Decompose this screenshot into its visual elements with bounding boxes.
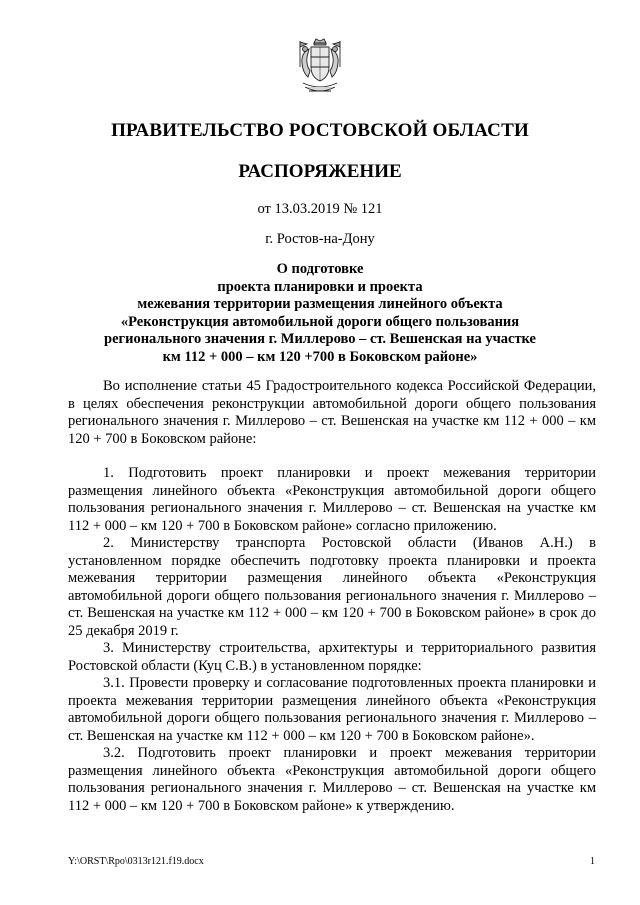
subject-line: км 112 + 000 – км 120 +700 в Боковском районе» [162, 348, 478, 365]
item-paragraph-2: 2. Министерству транспорта Ростовской области (Иванов А.Н.) в установленном порядке обеспечить подготовку проекта планировки и проекта межевания территории размещения линейного объекта «Реконструкция автомобильной дороги общего пользования регионального значения г. Миллерово – ст. Вешенская на участке км 112 + 000 – км 120 + 700 в Боковском районе» в срок до 25 декабря 2019 г. [68, 535, 596, 639]
item-paragraph-3-1: 3.1. Провести проверку и согласование подготовленных проекта планировки и проекта межевания территории размещения линейного объекта «Реконструкция автомобильной дороги общего пользования регионального значения г. Миллерово – ст. Вешенская на участке км 112 + 000 – км 120 + 700 в Боковском районе». [68, 675, 596, 744]
preamble-paragraph: Во исполнение статьи 45 Градостроительного кодекса Российской Федерации, в целях обеспечения реконструкции автомобильной дороги общего пользования регионального значения г. Миллерово – ст. Вешенская на участке км 112 + 000 – км 120 + 700 в Боковском районе: [68, 378, 596, 447]
subject-line: «Реконструкция автомобильной дороги общего пользования [120, 313, 520, 330]
document-body [68, 378, 596, 815]
subject-line: проекта планировки и проекта [217, 278, 423, 295]
rostov-region-coat-of-arms-icon [295, 37, 345, 99]
date-and-number: от 13.03.2019 № 121 [257, 201, 383, 217]
subject-line: регионального значения г. Миллерово – ст. Вешенская на участке [104, 331, 536, 348]
item-paragraph-3: 3. Министерству строительства, архитектуры и территориального развития Ростовской области (Куц С.В.) в установленном порядке: [68, 640, 596, 674]
footer-page-number: 1 [590, 856, 595, 867]
subject-line: межевания территории размещения линейного объекта [137, 296, 503, 313]
item-paragraph-1: 1. Подготовить проект планировки и проект межевания территории размещения линейного объекта «Реконструкция автомобильной дороги общего пользования регионального значения г. Миллерово – ст. Вешенская на участке км 112 + 000 – км 120 + 700 в Боковском районе» согласно приложению. [68, 465, 596, 534]
organization-title: ПРАВИТЕЛЬСТВО РОСТОВСКОЙ ОБЛАСТИ [111, 120, 529, 141]
subject-line: О подготовке [276, 261, 364, 277]
document-type: РАСПОРЯЖЕНИЕ [238, 161, 402, 182]
document-subject [60, 261, 580, 367]
footer-file-path: Y:\ORST\Rpo\0313r121.f19.docx [68, 856, 204, 867]
item-paragraph-3-2: 3.2. Подготовить проект планировки и проект межевания территории размещения линейного объекта «Реконструкция автомобильной дороги общего пользования регионального значения г. Миллерово – ст. Вешенская на участке км 112 + 000 – км 120 + 700 в Боковском районе» к утверждению. [68, 745, 596, 814]
city: г. Ростов-на-Дону [265, 231, 375, 247]
